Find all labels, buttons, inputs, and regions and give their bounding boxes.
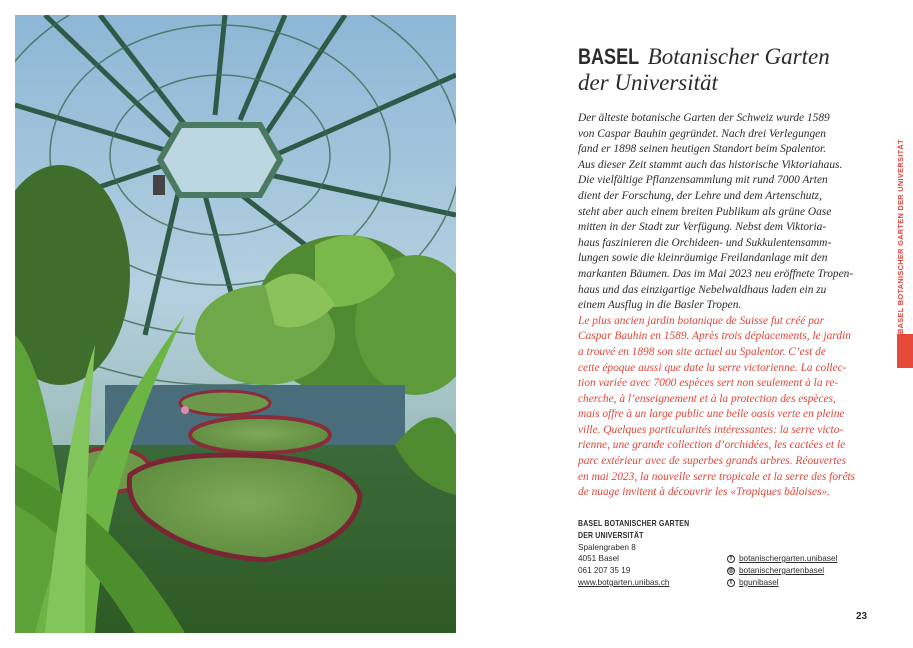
contact-info xyxy=(578,518,709,589)
title-name-line1: Botanischer Garten xyxy=(647,44,830,69)
running-head: BASEL BOTANISCHER GARTEN DER UNIVERSITÄT xyxy=(896,139,905,334)
title-name-line2: der Universität xyxy=(578,70,718,95)
social-instagram[interactable] xyxy=(727,565,837,577)
text-line: Caspar Bauhin en 1589. Après trois déplacements, le jardin xyxy=(578,330,851,343)
text-line: Die vielfältige Pflanzensammlung mit rund 7000 Arten xyxy=(578,174,828,187)
text-line: steht aber auch einem breiten Publikum als grüne Oase xyxy=(578,205,832,218)
greenhouse-image xyxy=(15,15,456,633)
info-city: 4051 Basel xyxy=(578,554,619,564)
text-line: haus faszinieren die Orchideen- und Sukkulentensamm- xyxy=(578,236,832,249)
article-title xyxy=(578,44,878,95)
text-line: cette époque aussi que date la serre victorienne. La collec- xyxy=(578,361,847,374)
text-line: tion variée avec 7000 espèces sert non seulement à la re- xyxy=(578,377,839,390)
text-line: parc extérieur avec de superbes grands arbres. Réouvertes xyxy=(578,455,847,468)
twitter-icon: t xyxy=(727,579,735,587)
info-phone: 061 207 35 19 xyxy=(578,566,631,576)
facebook-icon: f xyxy=(727,555,735,563)
info-heading-line2: DER UNIVERSITÄT xyxy=(578,530,644,540)
text-line: markanten Bäumen. Das im Mai 2023 neu eröffnete Tropen- xyxy=(578,267,854,280)
info-street: Spalengraben 8 xyxy=(578,542,636,552)
text-line: mitten in der Stadt zur Verfügung. Nebst dem Viktoria- xyxy=(578,221,827,234)
text-line: Le plus ancien jardin botanique de Suisse fut créé par xyxy=(578,314,825,327)
text-line: cherche, à l’enseignement et à la protection des espèces, xyxy=(578,392,836,405)
text-line: dient der Forschung, der Lehre und dem Artenschutz, xyxy=(578,189,822,202)
text-line: mais offre à un large public une belle oasis verte en pleine xyxy=(578,408,845,421)
website-link[interactable]: www.botgarten.unibas.ch xyxy=(578,577,670,587)
facebook-link[interactable]: botanischergarten.unibasel xyxy=(739,554,838,563)
twitter-link[interactable]: bgunibasel xyxy=(739,578,779,587)
text-line: Aus dieser Zeit stammt auch das historische Viktoriahaus. xyxy=(578,158,843,171)
text-line: rienne, une grande collection d’orchidées, les cactées et le xyxy=(578,439,846,452)
text-line: haus und das einzigartige Nebelwaldhaus laden ein zu xyxy=(578,283,827,296)
social-facebook[interactable] xyxy=(727,553,837,565)
text-line: einem Ausflug in die Basler Tropen. xyxy=(578,299,742,312)
instagram-link[interactable]: botanischergartenbasel xyxy=(739,566,825,575)
greenhouse-photo xyxy=(15,15,456,633)
social-twitter[interactable] xyxy=(727,577,837,589)
text-line: de nuage invitent à découvrir les «Tropiques bâloises». xyxy=(578,486,831,499)
french-paragraph xyxy=(578,314,870,501)
instagram-icon: ◎ xyxy=(728,568,734,574)
text-line: fand er 1898 seinen heutigen Standort beim Spalentor. xyxy=(578,143,827,156)
text-line: a trouvé en 1898 son site actuel au Spalentor. C’est de xyxy=(578,345,826,358)
text-line: en mai 2023, la nouvelle serre tropicale et la serre des forêts xyxy=(578,470,856,483)
article-body xyxy=(578,111,870,501)
text-line: lungen sowie die kleinräumige Freilandanlage mit den xyxy=(578,252,828,265)
info-heading-line1: BASEL BOTANISCHER GARTEN xyxy=(578,519,690,528)
social-links xyxy=(727,553,837,589)
text-line: ville. Quelques particularités intéressantes: la serre victo- xyxy=(578,423,844,436)
title-city: BASEL xyxy=(578,44,640,69)
text-line: Der älteste botanische Garten der Schweiz wurde 1589 xyxy=(578,112,830,124)
section-tab xyxy=(897,334,913,368)
page-number: 23 xyxy=(856,611,868,622)
german-paragraph xyxy=(578,111,870,314)
text-line: von Caspar Bauhin gegründet. Nach drei Verlegungen xyxy=(578,127,826,140)
